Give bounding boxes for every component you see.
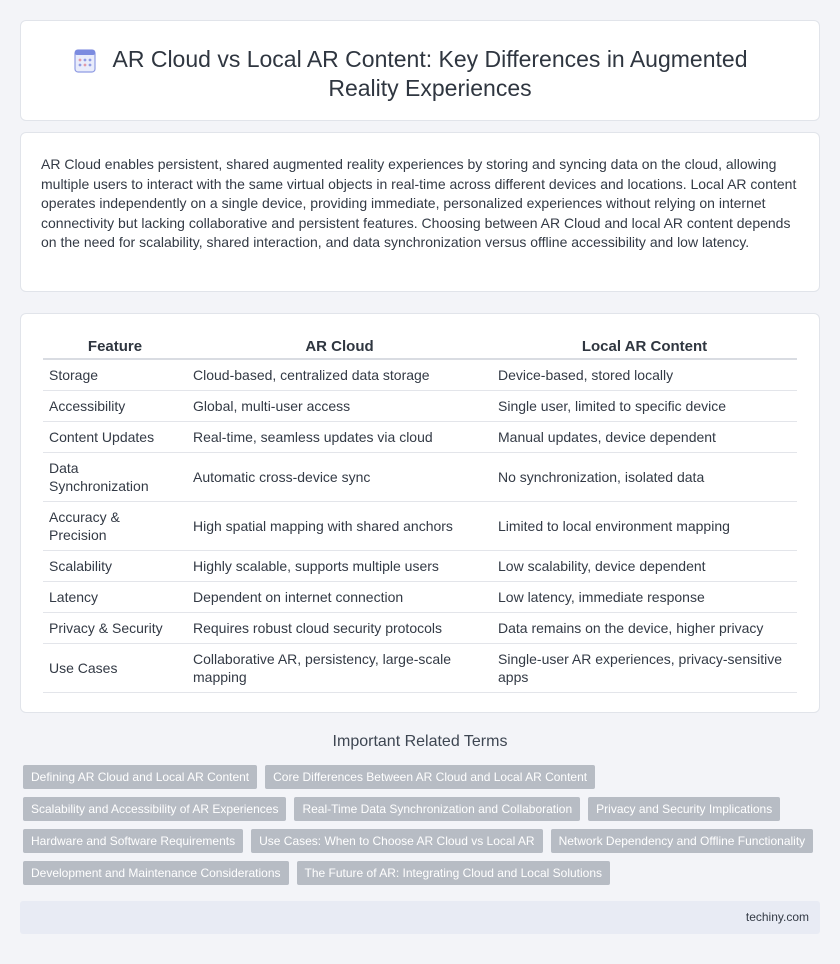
tag-link[interactable]: Defining AR Cloud and Local AR Content	[23, 765, 257, 789]
table-row	[43, 360, 797, 391]
tag-link[interactable]: Network Dependency and Offline Functionality	[551, 829, 814, 853]
table-cell: Accuracy & Precision	[43, 502, 187, 551]
tag-row	[23, 829, 823, 853]
table-cell: Limited to local environment mapping	[492, 502, 797, 551]
table-cell: Manual updates, device dependent	[492, 422, 797, 453]
table-row	[43, 582, 797, 613]
intro-card	[20, 132, 820, 292]
tag-link[interactable]: The Future of AR: Integrating Cloud and Local Solutions	[297, 861, 611, 885]
table-cell: Storage	[43, 360, 187, 391]
column-header-ar-cloud: AR Cloud	[187, 334, 492, 360]
intro-paragraph: AR Cloud enables persistent, shared augmented reality experiences by storing and syncing data on the cloud, allowing multiple users to interact with the same virtual objects in real-time across different devices and locations. Local AR content operates independently on a single device, providing immediate, personalized experiences without relying on internet connectivity but lacking collaborative and persistent features. Choosing between AR Cloud and local AR content depends on the need for scalability, shared interaction, and data synchronization versus offline accessibility and low latency.	[41, 156, 797, 251]
table-row	[43, 551, 797, 582]
table-cell: High spatial mapping with shared anchors	[187, 502, 492, 551]
table-cell: Single user, limited to specific device	[492, 391, 797, 422]
table-cell: Single-user AR experiences, privacy-sensitive apps	[492, 644, 797, 693]
tag-link[interactable]: Core Differences Between AR Cloud and Local AR Content	[265, 765, 595, 789]
tag-row	[23, 861, 823, 885]
table-cell: Real-time, seamless updates via cloud	[187, 422, 492, 453]
table-row	[43, 391, 797, 422]
table-header-row	[43, 334, 797, 360]
header-card	[20, 20, 820, 121]
table-cell: Data Synchronization	[43, 453, 187, 502]
table-cell: Accessibility	[43, 391, 187, 422]
related-terms-title: Important Related Terms	[332, 733, 508, 750]
tag-row	[23, 765, 823, 789]
table-cell: Requires robust cloud security protocols	[187, 613, 492, 644]
column-header-feature: Feature	[43, 334, 187, 360]
table-cell: Global, multi-user access	[187, 391, 492, 422]
footer	[20, 901, 820, 934]
comparison-table-card	[20, 313, 820, 713]
table-cell: Dependent on internet connection	[187, 582, 492, 613]
table-cell: Privacy & Security	[43, 613, 187, 644]
table-cell: Low latency, immediate response	[492, 582, 797, 613]
footer-site-link[interactable]: techiny.com	[745, 910, 809, 924]
table-cell: Scalability	[43, 551, 187, 582]
table-cell: Collaborative AR, persistency, large-scale mapping	[187, 644, 492, 693]
tag-link[interactable]: Real-Time Data Synchronization and Collaboration	[294, 797, 580, 821]
table-row	[43, 422, 797, 453]
tag-row	[23, 797, 823, 821]
table-row	[43, 502, 797, 551]
table-cell: Highly scalable, supports multiple users	[187, 551, 492, 582]
table-cell: Automatic cross-device sync	[187, 453, 492, 502]
table-cell: No synchronization, isolated data	[492, 453, 797, 502]
table-cell: Latency	[43, 582, 187, 613]
table-cell: Low scalability, device dependent	[492, 551, 797, 582]
tag-link[interactable]: Scalability and Accessibility of AR Experiences	[23, 797, 286, 821]
tag-link[interactable]: Hardware and Software Requirements	[23, 829, 243, 853]
tag-link[interactable]: Privacy and Security Implications	[588, 797, 780, 821]
column-header-local-ar: Local AR Content	[492, 334, 797, 360]
comparison-table	[43, 334, 797, 693]
table-row	[43, 613, 797, 644]
table-cell: Content Updates	[43, 422, 187, 453]
table-cell: Device-based, stored locally	[492, 360, 797, 391]
page-title: AR Cloud vs Local AR Content: Key Differences in Augmented Reality Experiences	[112, 46, 748, 101]
table-row	[43, 453, 797, 502]
table-cell: Data remains on the device, higher privacy	[492, 613, 797, 644]
table-row	[43, 644, 797, 693]
tag-link[interactable]: Use Cases: When to Choose AR Cloud vs Local AR	[251, 829, 542, 853]
table-cell: Use Cases	[43, 644, 187, 693]
tag-link[interactable]: Development and Maintenance Considerations	[23, 861, 289, 885]
related-terms-tags	[23, 765, 823, 893]
table-cell: Cloud-based, centralized data storage	[187, 360, 492, 391]
